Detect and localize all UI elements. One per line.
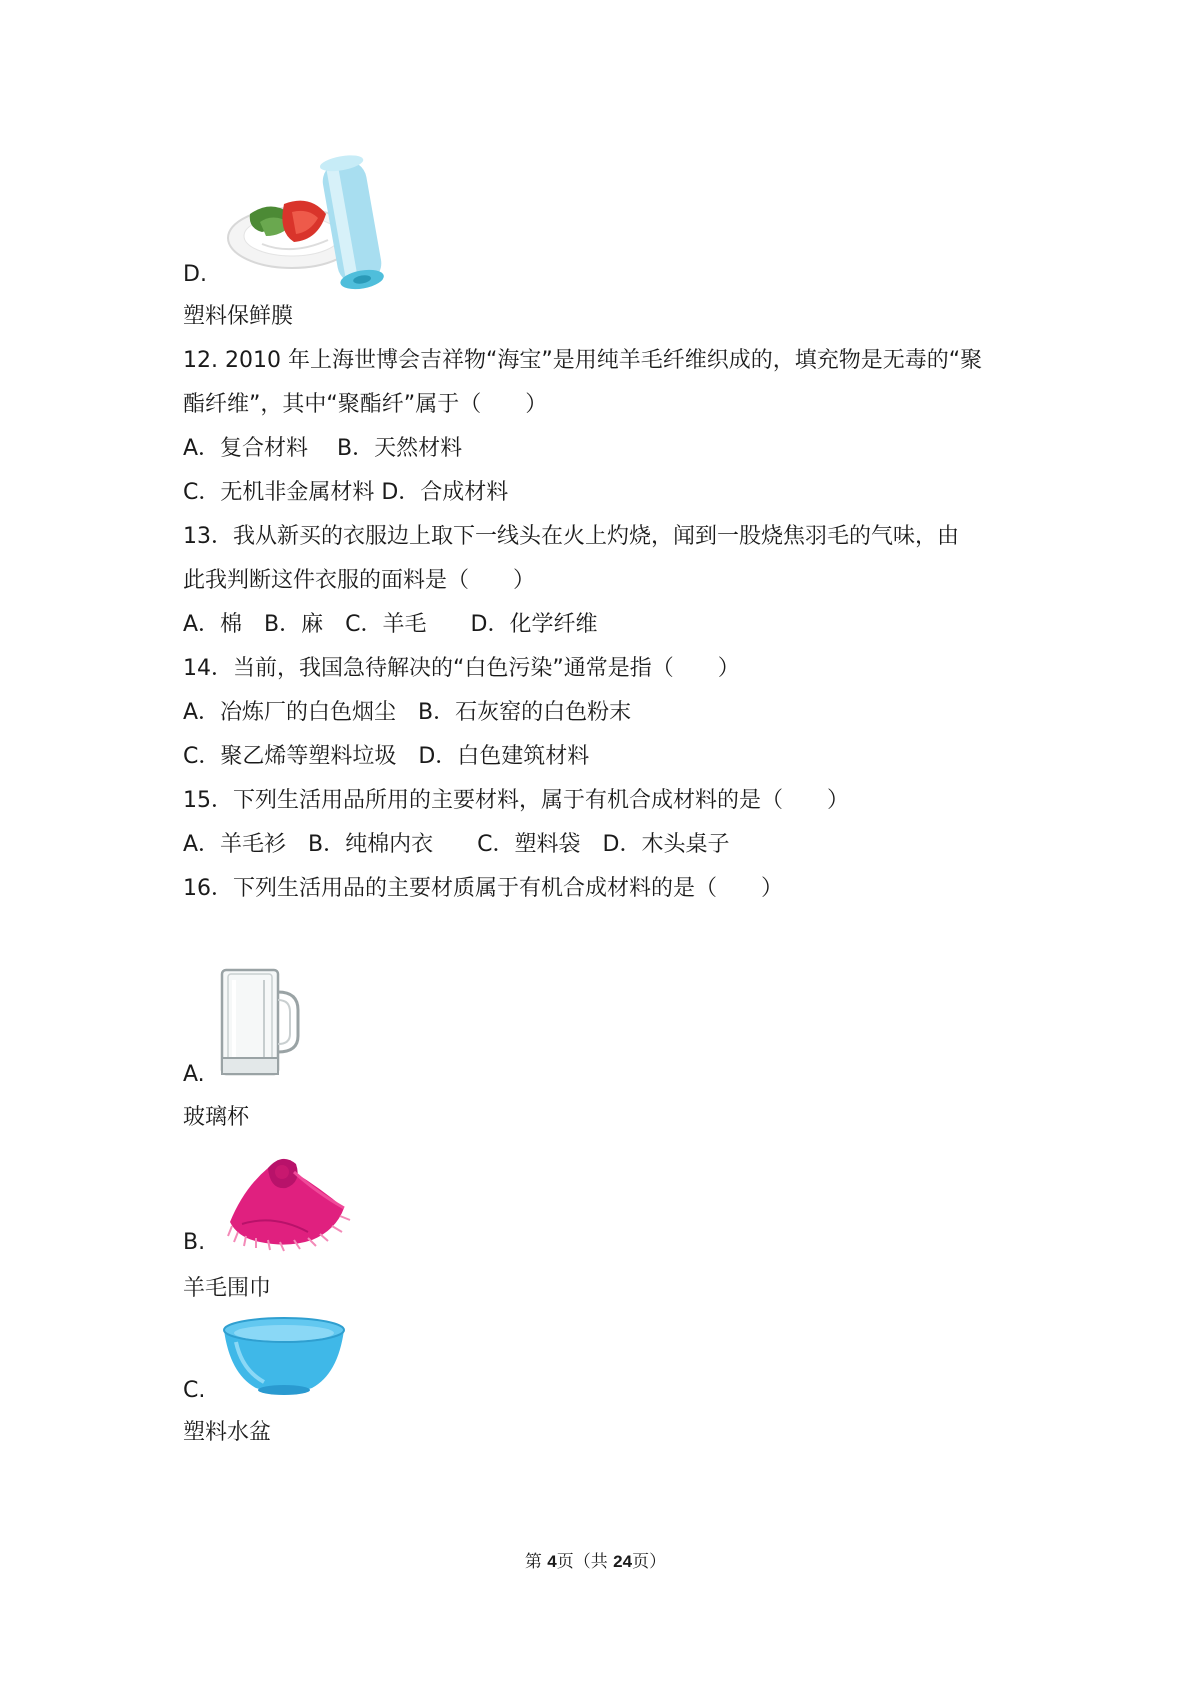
q16-option-c-letter: C. <box>183 1378 206 1403</box>
q14-options-ab: A．冶炼厂的白色烟尘 B．石灰窑的白色粉末 <box>183 700 632 725</box>
q14-stem: 14．当前，我国急待解决的“白色污染”通常是指（ ） <box>183 656 740 681</box>
q16-option-b-caption: 羊毛围巾 <box>183 1276 272 1301</box>
q11-option-d-caption: 塑料保鲜膜 <box>183 304 294 329</box>
footer-middle: 页（共 <box>556 1552 614 1572</box>
q14-options-cd: C．聚乙烯等塑料垃圾 D．白色建筑材料 <box>183 744 590 769</box>
q13-options: A．棉 B．麻 C．羊毛 D．化学纤维 <box>183 612 598 637</box>
plastic-basin-image <box>220 1314 348 1398</box>
q12-options-ab: A．复合材料 B．天然材料 <box>183 436 463 461</box>
footer-suffix: 页） <box>632 1552 667 1572</box>
q16-option-a-caption: 玻璃杯 <box>183 1105 250 1130</box>
q15-options: A．羊毛衫 B．纯棉内衣 C．塑料袋 D．木头桌子 <box>183 832 730 857</box>
q16-option-b-letter: B. <box>183 1230 206 1255</box>
q16-option-c-caption: 塑料水盆 <box>183 1420 272 1445</box>
q15-stem: 15．下列生活用品所用的主要材料，属于有机合成材料的是（ ） <box>183 788 849 813</box>
q13-stem-line-2: 此我判断这件衣服的面料是（ ） <box>183 568 536 593</box>
cling-wrap-image <box>222 152 422 292</box>
q12-options-cd: C．无机非金属材料 D．合成材料 <box>183 480 509 505</box>
q12-stem-line-2: 酯纤维”，其中“聚酯纤”属于（ ） <box>183 392 548 417</box>
footer-total-pages: 24 <box>613 1552 633 1571</box>
footer-page-number: 4 <box>547 1552 557 1571</box>
footer-prefix: 第 <box>524 1552 548 1572</box>
q16-stem: 16．下列生活用品的主要材质属于有机合成材料的是（ ） <box>183 876 783 901</box>
q13-stem-line-1: 13．我从新买的衣服边上取下一线头在火上灼烧，闻到一股烧焦羽毛的气味，由 <box>183 524 959 549</box>
q12-stem-line-1: 12. 2010 年上海世博会吉祥物“海宝”是用纯羊毛纤维织成的，填充物是无毒的“聚 <box>183 348 983 373</box>
page-footer <box>0 1550 1191 1574</box>
q11-option-d-letter: D. <box>183 262 207 287</box>
q16-option-a-letter: A. <box>183 1062 205 1087</box>
glass-mug-image <box>218 966 302 1078</box>
wool-scarf-image <box>224 1148 352 1252</box>
